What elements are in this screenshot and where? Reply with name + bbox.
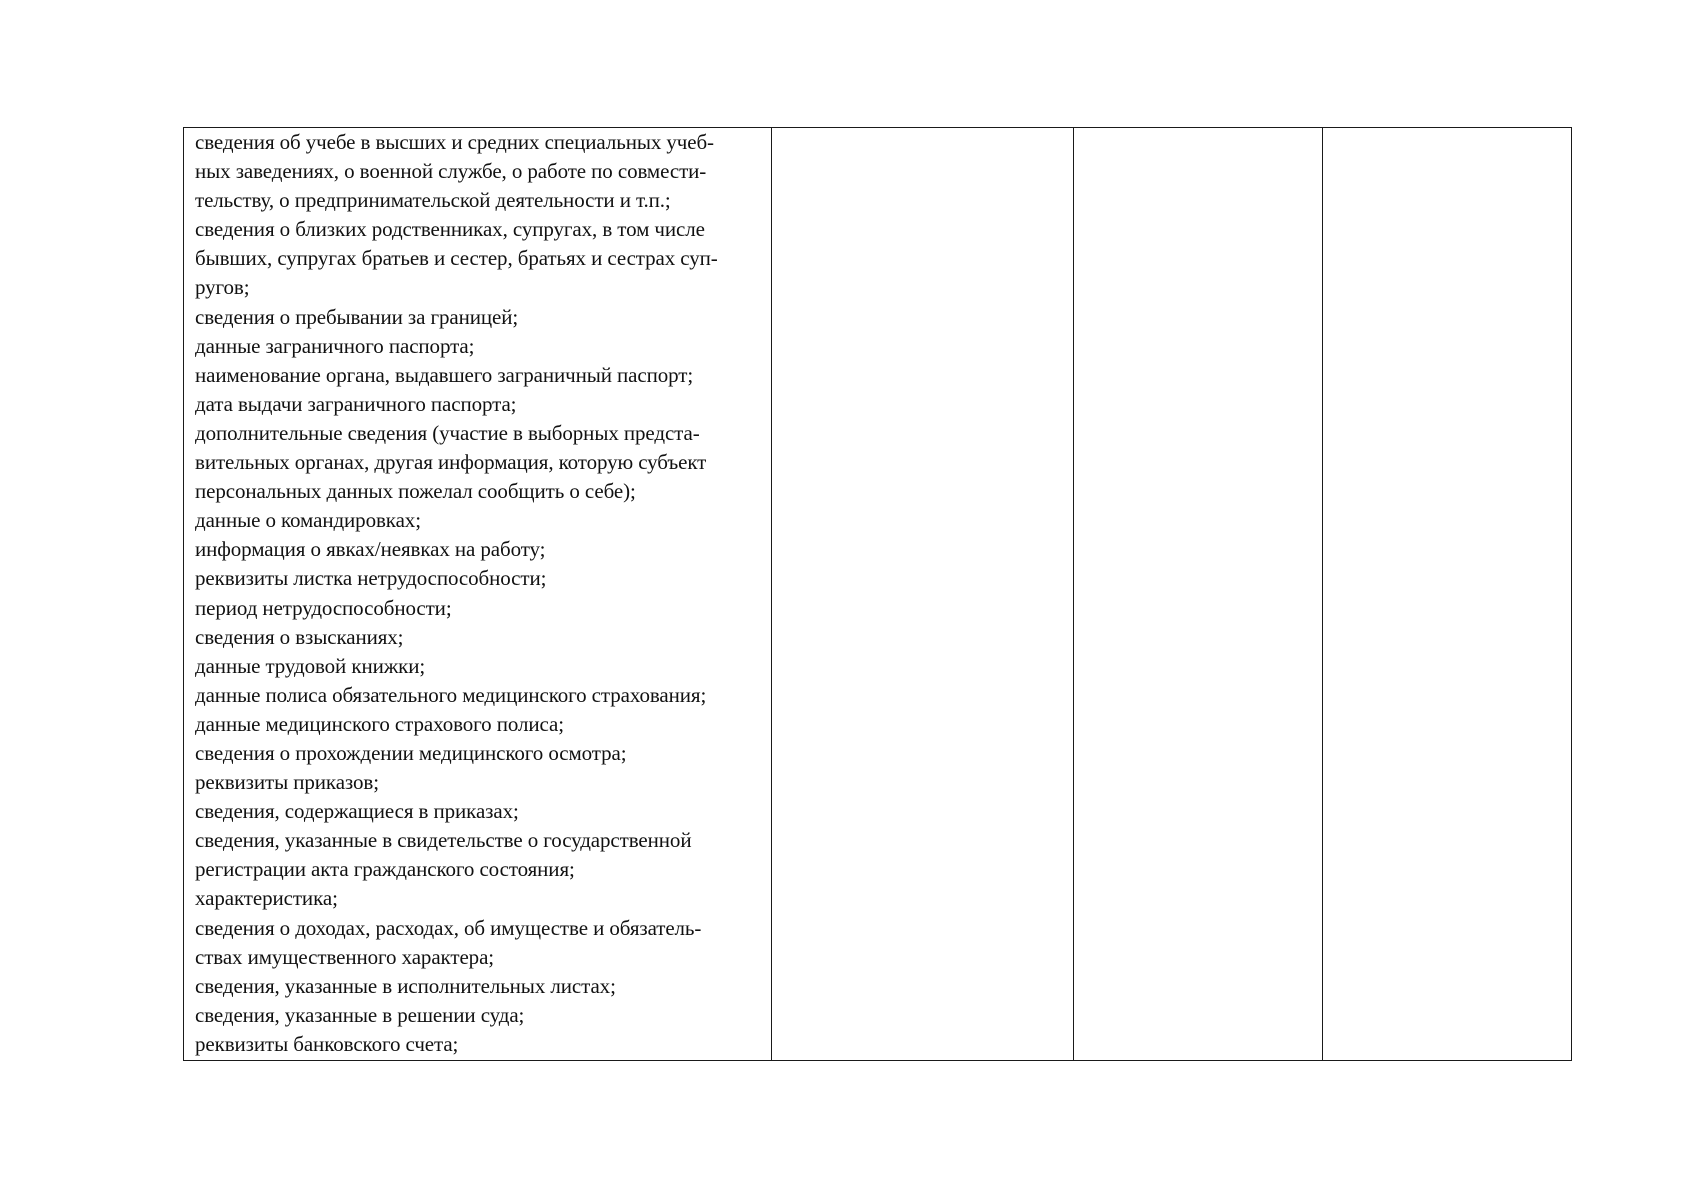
column-3-text: [1074, 128, 1322, 1060]
text-line: характеристика;: [195, 886, 338, 911]
text-line: период нетрудоспособности;: [195, 595, 452, 620]
text-line: дата выдачи заграничного паспорта;: [195, 391, 517, 416]
text-line: сведения, содержащиеся в приказах;: [195, 799, 519, 824]
column-4-text: [1323, 128, 1571, 1060]
text-line: данные о командировках;: [195, 508, 421, 533]
text-line: сведения, указанные в свидетельстве о государственной: [195, 828, 692, 853]
text-line: бывших, супругах братьев и сестер, братьях и сестрах суп-: [195, 246, 718, 271]
text-line: сведения, указанные в решении суда;: [195, 1002, 525, 1027]
text-line: дополнительные сведения (участие в выборных предста-: [195, 420, 700, 445]
text-line: данные трудовой книжки;: [195, 653, 426, 678]
text-line: данные заграничного паспорта;: [195, 333, 475, 358]
table-cell-data-categories: [184, 128, 772, 1061]
text-line: регистрации акта гражданского состояния;: [195, 857, 575, 882]
text-line: сведения о близких родственниках, супругах, в том числе: [195, 217, 705, 242]
text-line: ствах имущественного характера;: [195, 944, 495, 969]
text-line: наименование органа, выдавшего заграничный паспорт;: [195, 362, 694, 387]
table-cell-column-4: [1323, 128, 1572, 1061]
text-line: сведения о пребывании за границей;: [195, 304, 519, 329]
text-line: данные полиса обязательного медицинского страхования;: [195, 682, 707, 707]
data-categories-list: [184, 128, 771, 1060]
text-line: ругов;: [195, 275, 250, 300]
text-line: сведения о доходах, расходах, об имуществе и обязатель-: [195, 915, 702, 940]
table-cell-column-3: [1074, 128, 1323, 1061]
text-line: реквизиты приказов;: [195, 770, 379, 795]
text-line: информация о явках/неявках на работу;: [195, 537, 546, 562]
table-cell-column-2: [772, 128, 1074, 1061]
text-line: реквизиты банковского счета;: [195, 1031, 459, 1056]
column-2-text: [772, 128, 1073, 1060]
text-line: персональных данных пожелал сообщить о себе);: [195, 479, 636, 504]
personal-data-table: [183, 127, 1572, 1061]
text-line: сведения о прохождении медицинского осмотра;: [195, 740, 627, 765]
text-line: сведения о взысканиях;: [195, 624, 404, 649]
text-line: реквизиты листка нетрудоспособности;: [195, 566, 547, 591]
text-line: тельству, о предпринимательской деятельности и т.п.;: [195, 188, 671, 213]
text-line: сведения, указанные в исполнительных листах;: [195, 973, 616, 998]
text-line: вительных органах, другая информация, которую субъект: [195, 450, 707, 475]
table-row: [184, 128, 1572, 1061]
text-line: сведения об учебе в высших и средних специальных учеб-: [195, 130, 714, 154]
text-line: данные медицинского страхового полиса;: [195, 711, 564, 736]
text-line: ных заведениях, о военной службе, о работе по совмести-: [195, 159, 707, 184]
